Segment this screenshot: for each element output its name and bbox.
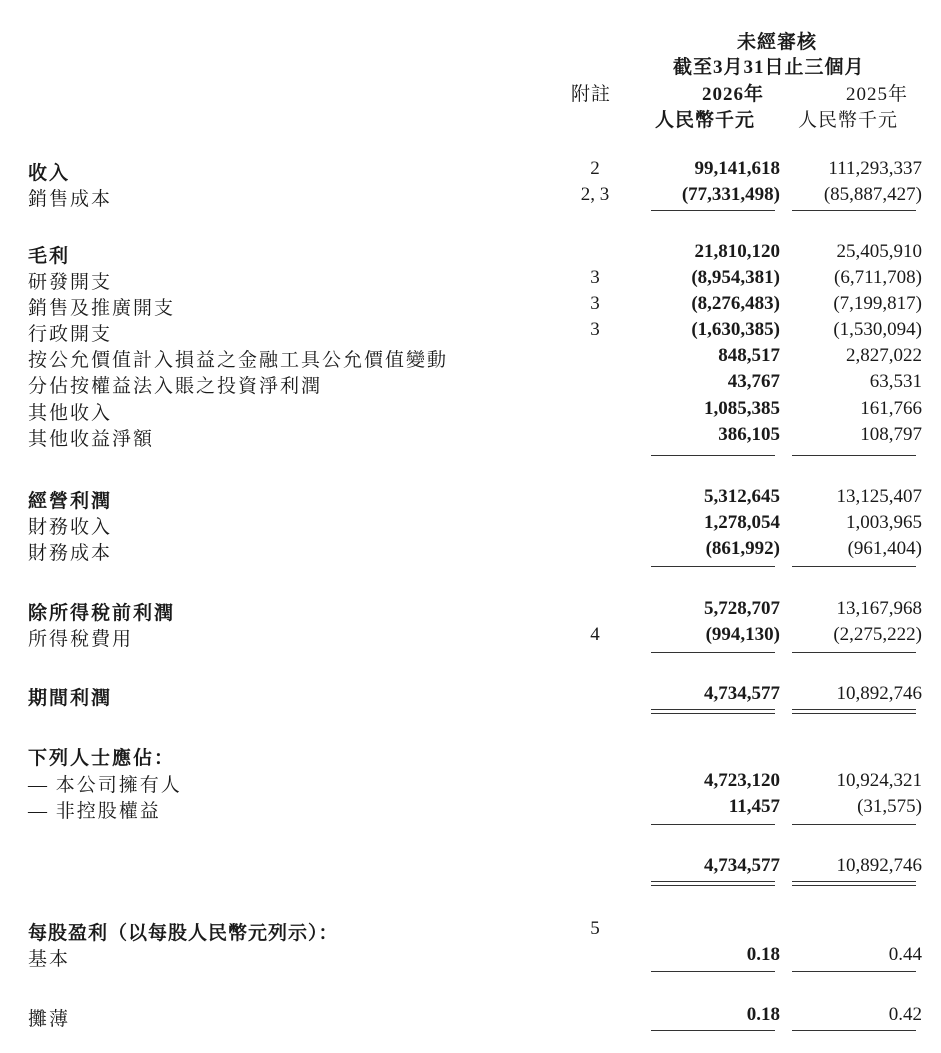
rule-2025 xyxy=(792,824,916,825)
row-value-2025: 10,892,746 xyxy=(836,683,922,704)
row-profit-before-tax xyxy=(0,598,941,624)
header-period: 截至3月31日止三個月 xyxy=(673,57,865,78)
row-value-2026: 43,767 xyxy=(727,371,780,392)
row-attributable-total xyxy=(0,855,941,881)
row-label: 所得稅費用 xyxy=(28,629,134,650)
row-value-2025: 13,125,407 xyxy=(836,486,922,507)
rule-2026 xyxy=(651,652,775,653)
rule-2025 xyxy=(792,652,916,653)
rule-2025 xyxy=(792,971,916,972)
row-value-2025: 2,827,022 xyxy=(846,345,922,366)
row-label: 銷售及推廣開支 xyxy=(28,298,176,319)
rule-2025 xyxy=(792,1030,916,1031)
row-label: 除所得稅前利潤 xyxy=(28,603,176,624)
row-note: 2 xyxy=(590,158,600,179)
row-note: 5 xyxy=(590,918,600,939)
row-value-2026: 4,734,577 xyxy=(704,683,780,704)
row-value-2025: (7,199,817) xyxy=(833,293,922,314)
header-note-column: 附註 xyxy=(571,84,612,105)
row-eps-basic xyxy=(0,944,941,970)
row-value-2025: 13,167,968 xyxy=(836,598,922,619)
row-gross-profit xyxy=(0,241,941,267)
row-label: 其他收入 xyxy=(28,403,113,424)
double-rule-2025 xyxy=(792,881,916,886)
row-owners-of-company xyxy=(0,770,941,796)
row-value-2026: (861,992) xyxy=(705,538,780,559)
row-label: 研發開支 xyxy=(28,272,113,293)
row-selling-expenses xyxy=(0,293,941,319)
row-label: — 非控股權益 xyxy=(28,801,161,822)
row-note: 3 xyxy=(590,293,600,314)
row-revenue xyxy=(0,158,941,184)
row-eps-diluted xyxy=(0,1004,941,1030)
row-value-2025: 1,003,965 xyxy=(846,512,922,533)
row-value-2025: (6,711,708) xyxy=(834,267,922,288)
row-note: 3 xyxy=(590,267,600,288)
row-value-2026: 0.18 xyxy=(746,944,780,965)
row-label: 分佔按權益法入賬之投資淨利潤 xyxy=(28,376,323,397)
row-label: 其他收益淨額 xyxy=(28,429,155,450)
row-label: 收入 xyxy=(28,163,71,184)
rule-2026 xyxy=(651,824,775,825)
row-label: 毛利 xyxy=(28,246,71,267)
row-value-2026: 0.18 xyxy=(746,1004,780,1025)
row-value-2026: 1,278,054 xyxy=(704,512,780,533)
row-value-2026: (8,276,483) xyxy=(691,293,780,314)
row-value-2025: 10,924,321 xyxy=(836,770,922,791)
row-label: 基本 xyxy=(28,949,71,970)
rule-2026 xyxy=(651,971,775,972)
row-value-2026: (1,630,385) xyxy=(691,319,780,340)
row-value-2026: 4,723,120 xyxy=(704,770,780,791)
row-value-2025: (961,404) xyxy=(847,538,922,559)
row-income-tax xyxy=(0,624,941,650)
double-rule-2026 xyxy=(651,709,775,714)
row-value-2025: 161,766 xyxy=(860,398,922,419)
row-value-2025: (85,887,427) xyxy=(823,184,922,205)
row-value-2026: 11,457 xyxy=(728,796,780,817)
row-operating-profit xyxy=(0,486,941,512)
rule-2025 xyxy=(792,455,916,456)
row-fair-value-changes xyxy=(0,345,941,371)
header-unaudited: 未經審核 xyxy=(737,32,818,53)
row-label: 財務成本 xyxy=(28,543,113,564)
row-value-2025: (1,530,094) xyxy=(833,319,922,340)
row-label: — 本公司擁有人 xyxy=(28,775,182,796)
row-value-2025: 10,892,746 xyxy=(836,855,922,876)
row-value-2026: 21,810,120 xyxy=(694,241,780,262)
row-label: 銷售成本 xyxy=(28,189,113,210)
rule-2026 xyxy=(651,455,775,456)
header-year-2025: 2025年 xyxy=(846,84,909,105)
row-value-2026: 1,085,385 xyxy=(704,398,780,419)
row-value-2026: (994,130) xyxy=(705,624,780,645)
rule-2026 xyxy=(651,566,775,567)
row-value-2025: 111,293,337 xyxy=(828,158,922,179)
header-unit-2026: 人民幣千元 xyxy=(655,110,756,131)
row-other-income xyxy=(0,398,941,424)
row-value-2026: (77,331,498) xyxy=(681,184,780,205)
row-note: 4 xyxy=(590,624,600,645)
row-non-controlling-interests xyxy=(0,796,941,822)
row-attributable-to xyxy=(0,743,941,769)
rule-2026 xyxy=(651,210,775,211)
row-value-2026: 848,517 xyxy=(718,345,780,366)
row-value-2025: 108,797 xyxy=(860,424,922,445)
row-other-gains-net xyxy=(0,424,941,450)
row-label: 經營利潤 xyxy=(28,491,113,512)
row-value-2025: (31,575) xyxy=(857,796,922,817)
row-value-2025: 63,531 xyxy=(869,371,922,392)
row-finance-income xyxy=(0,512,941,538)
row-value-2026: (8,954,381) xyxy=(691,267,780,288)
row-label: 攤薄 xyxy=(28,1009,71,1030)
row-note: 2, 3 xyxy=(580,184,610,205)
row-label: 每股盈利（以每股人民幣元列示）： xyxy=(28,923,339,944)
row-value-2025: 25,405,910 xyxy=(836,241,922,262)
row-share-of-investments xyxy=(0,371,941,397)
row-value-2026: 386,105 xyxy=(718,424,780,445)
row-value-2025: (2,275,222) xyxy=(833,624,922,645)
row-profit-for-period xyxy=(0,683,941,709)
row-label: 行政開支 xyxy=(28,324,113,345)
double-rule-2026 xyxy=(651,881,775,886)
row-finance-costs xyxy=(0,538,941,564)
row-value-2026: 99,141,618 xyxy=(694,158,780,179)
row-label: 按公允價值計入損益之金融工具公允價值變動 xyxy=(28,350,449,371)
rule-2025 xyxy=(792,210,916,211)
row-value-2025: 0.44 xyxy=(888,944,922,965)
header-unit-2025: 人民幣千元 xyxy=(798,110,899,131)
row-admin-expenses xyxy=(0,319,941,345)
row-note: 3 xyxy=(590,319,600,340)
row-rd-expenses xyxy=(0,267,941,293)
double-rule-2025 xyxy=(792,709,916,714)
header-year-2026: 2026年 xyxy=(702,84,765,105)
row-value-2025: 0.42 xyxy=(888,1004,922,1025)
row-value-2026: 4,734,577 xyxy=(704,855,780,876)
row-label: 財務收入 xyxy=(28,517,113,538)
row-value-2026: 5,312,645 xyxy=(704,486,780,507)
row-value-2026: 5,728,707 xyxy=(704,598,780,619)
rule-2025 xyxy=(792,566,916,567)
row-eps-heading xyxy=(0,918,941,944)
row-label: 下列人士應佔： xyxy=(28,748,176,769)
row-label: 期間利潤 xyxy=(28,688,113,709)
rule-2026 xyxy=(651,1030,775,1031)
row-cost-of-sales xyxy=(0,184,941,210)
